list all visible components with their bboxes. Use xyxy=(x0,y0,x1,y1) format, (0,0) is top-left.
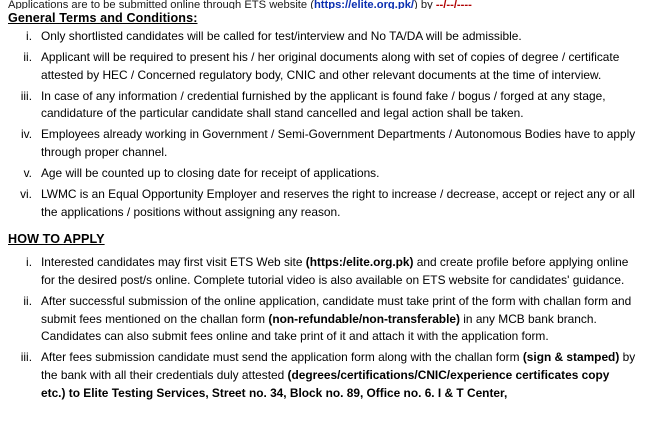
list-item xyxy=(8,88,636,123)
list-item-text: In case of any information / credential furnished by the applicant is found fake / bogus / forged at any stage, candidature of the particular candidate shall stand cancelled and legal action shall be taken. xyxy=(41,88,606,121)
general-terms-list xyxy=(8,28,636,221)
list-item xyxy=(8,126,636,161)
list-marker: iii. xyxy=(20,88,32,103)
list-item-text-part2: in any MCB bank branch. Candidates can also submit fees online and take print of it and attach it with the application form. xyxy=(41,311,597,344)
how-to-apply-list xyxy=(8,254,636,402)
list-item-text-part1: Interested candidates may first visit ETS Web site xyxy=(41,255,306,270)
attested-docs-bold: (degrees/certifications/CNIC/experience certificates copy etc.) xyxy=(41,368,610,400)
list-item xyxy=(8,349,636,402)
list-item-text: Applicant will be required to present his / her original documents along with set of copies of degree / certificate attested by HEC / Concerned regulatory body, CNIC and other relevant documents at the time of interview. xyxy=(41,50,620,82)
list-marker: iv. xyxy=(20,127,32,142)
how-to-apply-heading: HOW TO APPLY xyxy=(8,232,105,247)
general-terms-heading: General Terms and Conditions: xyxy=(8,11,198,25)
ets-website-bold: (https:/elite.org.pk) xyxy=(305,255,414,270)
online-submission-prefix: Applications are to be submitted online through ETS website ( xyxy=(8,0,314,9)
list-marker: i. xyxy=(26,29,32,43)
list-item xyxy=(8,165,636,183)
list-marker: iii. xyxy=(20,350,32,365)
list-item-text-part2: by the bank with all their credentials duly attested xyxy=(41,350,636,382)
list-item xyxy=(8,28,636,46)
list-item-text: LWMC is an Equal Opportunity Employer and reserves the right to increase / decrease, accept or reject any or all the applications / positions without assigning any reason. xyxy=(41,187,635,219)
sign-stamped-bold: (sign & stamped) xyxy=(522,350,620,365)
ets-website-link[interactable]: https://elite.org.pk/ xyxy=(313,0,415,9)
list-marker: i. xyxy=(26,255,32,270)
list-marker: vi. xyxy=(20,187,32,202)
list-item-text: Age will be counted up to closing date for receipt of applications. xyxy=(41,166,380,181)
list-item xyxy=(8,293,636,346)
list-item xyxy=(8,254,636,289)
online-submission-note xyxy=(8,0,636,9)
list-item-text: Only shortlisted candidates will be called for test/interview and No TA/DA will be admissible. xyxy=(41,29,522,43)
list-marker: ii. xyxy=(23,50,32,65)
list-item-text: Employees already working in Government / Semi-Government Departments / Autonomous Bodies have to apply through proper channel. xyxy=(41,127,636,160)
closing-date: --/--/---- xyxy=(435,0,472,9)
list-item-text-part2: and create profile before applying online for the desired post/s online. Complete tutorial video is also available on ETS website for candidates' guidance. xyxy=(41,255,629,288)
list-item-text-part1: After successful submission of the online application, candidate must take print of the form with challan form and submit fees mentioned on the challan form xyxy=(41,294,632,326)
list-marker: v. xyxy=(23,166,32,181)
non-refundable-bold: (non-refundable/non-transferable) xyxy=(268,311,460,326)
list-marker: ii. xyxy=(23,294,32,309)
list-item xyxy=(8,186,636,221)
online-submission-middle: ) by xyxy=(414,0,436,9)
list-item xyxy=(8,49,636,84)
list-item-text-part1: After fees submission candidate must send the application form along with the challan form xyxy=(41,350,523,365)
ets-address-text: to Elite Testing Services, Street no. 34, Block no. 89, Office no. 6. I & T Center, xyxy=(65,385,508,400)
